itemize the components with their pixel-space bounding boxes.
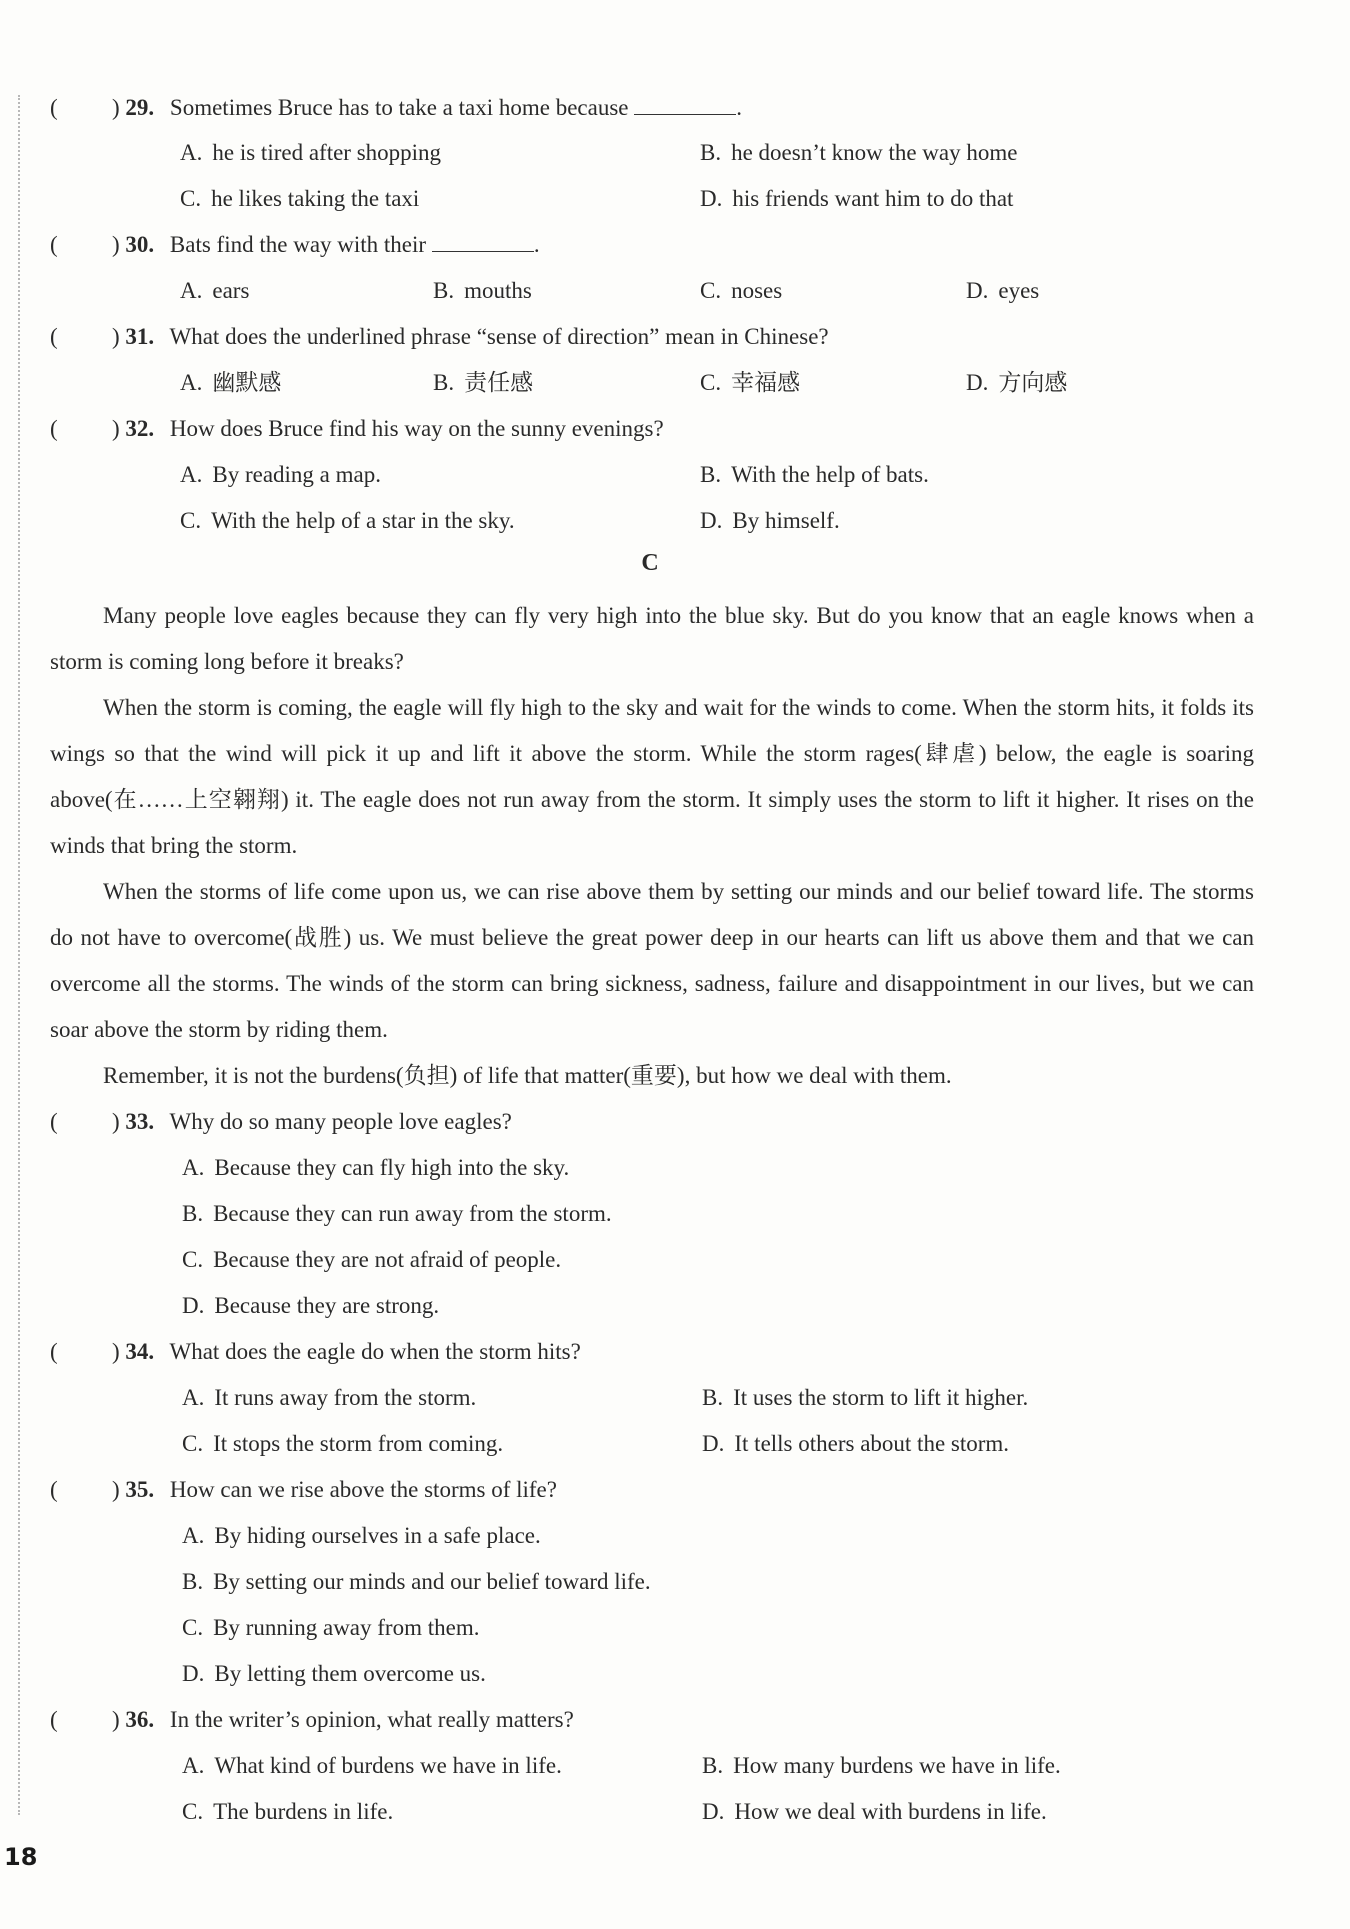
option-33b: B. Because they can run away from the storm. [182,1201,612,1226]
option-32d: D. By himself. [700,508,840,533]
question-stem: How does Bruce find his way on the sunny evenings? [169,416,664,441]
question-number: 33. [125,1109,155,1134]
option-32c: C. With the help of a star in the sky. [180,508,515,533]
passage-paragraph-3: When the storms of life come upon us, we can rise above them by setting our minds and our belief toward life. The storms do not have to overcome(战胜) us. We must believe the great power deep in our hearts can lift us above them and that we can overcome all the storms. The winds of the storm can bring sickness, sadness, failure and disappointment in our lives, but we can soar above the storm by riding them. [50,879,1254,1042]
option-36a: A. What kind of burdens we have in life. [182,1753,562,1778]
option-31a: A. 幽默感 [180,370,282,395]
question-number: 35. [125,1477,155,1502]
answer-bracket[interactable]: ( [50,1109,58,1134]
question-number: 32. [125,416,155,441]
question-30: ( ) 30. Bats find the way with their . [50,230,540,260]
option-35b: B. By setting our minds and our belief toward life. [182,1569,651,1594]
option-30a: A. ears [180,278,250,303]
answer-bracket[interactable]: ( [50,95,58,120]
answer-bracket[interactable]: ( [50,416,58,441]
question-35: ( ) 35. How can we rise above the storms of life? [50,1475,557,1505]
question-stem: What does the underlined phrase “sense of direction” mean in Chinese? [169,324,829,349]
question-stem: Why do so many people love eagles? [169,1109,512,1134]
option-29b: B. he doesn’t know the way home [700,140,1018,165]
fill-blank [432,233,534,252]
question-32: ( ) 32. How does Bruce find his way on the sunny evenings? [50,414,664,444]
question-33: ( ) 33. Why do so many people love eagles? [50,1107,512,1137]
question-stem: In the writer’s opinion, what really matters? [169,1707,574,1732]
answer-bracket[interactable]: ( [50,232,58,257]
option-34c: C. It stops the storm from coming. [182,1431,504,1456]
option-36c: C. The burdens in life. [182,1799,394,1824]
question-36: ( ) 36. In the writer’s opinion, what really matters? [50,1705,574,1735]
option-35a: A. By hiding ourselves in a safe place. [182,1523,541,1548]
option-36d: D. How we deal with burdens in life. [702,1799,1047,1824]
passage-paragraph-1: Many people love eagles because they can fly very high into the blue sky. But do you know that an eagle knows when a storm is coming long before it breaks? [50,603,1254,674]
section-heading: C [641,550,659,576]
option-31c: C. 幸福感 [700,370,801,395]
answer-bracket[interactable]: ( [50,1477,58,1502]
option-29a: A. he is tired after shopping [180,140,442,165]
question-number: 30. [125,232,155,257]
option-34a: A. It runs away from the storm. [182,1385,477,1410]
page-number: 18 [4,1843,38,1871]
question-stem: Sometimes Bruce has to take a taxi home because [169,95,629,120]
answer-bracket[interactable]: ( [50,324,58,349]
option-31d: D. 方向感 [966,370,1068,395]
option-34b: B. It uses the storm to lift it higher. [702,1385,1029,1410]
option-31b: B. 责任感 [433,370,534,395]
option-33d: D. Because they are strong. [182,1293,440,1318]
question-number: 36. [125,1707,155,1732]
passage-paragraph-4: Remember, it is not the burdens(负担) of life that matter(重要), but how we deal with them. [103,1063,952,1088]
option-33c: C. Because they are not afraid of people. [182,1247,562,1272]
question-34: ( ) 34. What does the eagle do when the storm hits? [50,1337,581,1367]
answer-bracket[interactable]: ( [50,1707,58,1732]
option-34d: D. It tells others about the storm. [702,1431,1010,1456]
option-30b: B. mouths [433,278,532,303]
answer-bracket[interactable]: ( [50,1339,58,1364]
option-33a: A. Because they can fly high into the sky. [182,1155,570,1180]
option-29d: D. his friends want him to do that [700,186,1014,211]
margin-dotted-line [18,95,20,1815]
option-29c: C. he likes taking the taxi [180,186,420,211]
option-30c: C. noses [700,278,783,303]
question-31: ( ) 31. What does the underlined phrase “sense of direction” mean in Chinese? [50,322,829,352]
option-32b: B. With the help of bats. [700,462,929,487]
option-35c: C. By running away from them. [182,1615,480,1640]
question-stem: Bats find the way with their [169,232,427,257]
question-29: ( ) 29. Sometimes Bruce has to take a taxi home because . [50,93,742,123]
option-35d: D. By letting them overcome us. [182,1661,486,1686]
question-stem: What does the eagle do when the storm hits? [169,1339,581,1364]
option-32a: A. By reading a map. [180,462,381,487]
fill-blank [634,96,736,115]
question-number: 31. [125,324,155,349]
option-30d: D. eyes [966,278,1040,303]
option-36b: B. How many burdens we have in life. [702,1753,1061,1778]
question-number: 29. [125,95,155,120]
passage-paragraph-2: When the storm is coming, the eagle will fly high to the sky and wait for the winds to come. When the storm hits, it folds its wings so that the wind will pick it up and lift it above the storm. While the storm rages(肆虐) below, the eagle is soaring above(在……上空翱翔) it. The eagle does not run away from the storm. It simply uses the storm to lift it higher. It rises on the winds that bring the storm. [50,695,1254,858]
question-number: 34. [125,1339,155,1364]
question-stem: How can we rise above the storms of life? [169,1477,557,1502]
